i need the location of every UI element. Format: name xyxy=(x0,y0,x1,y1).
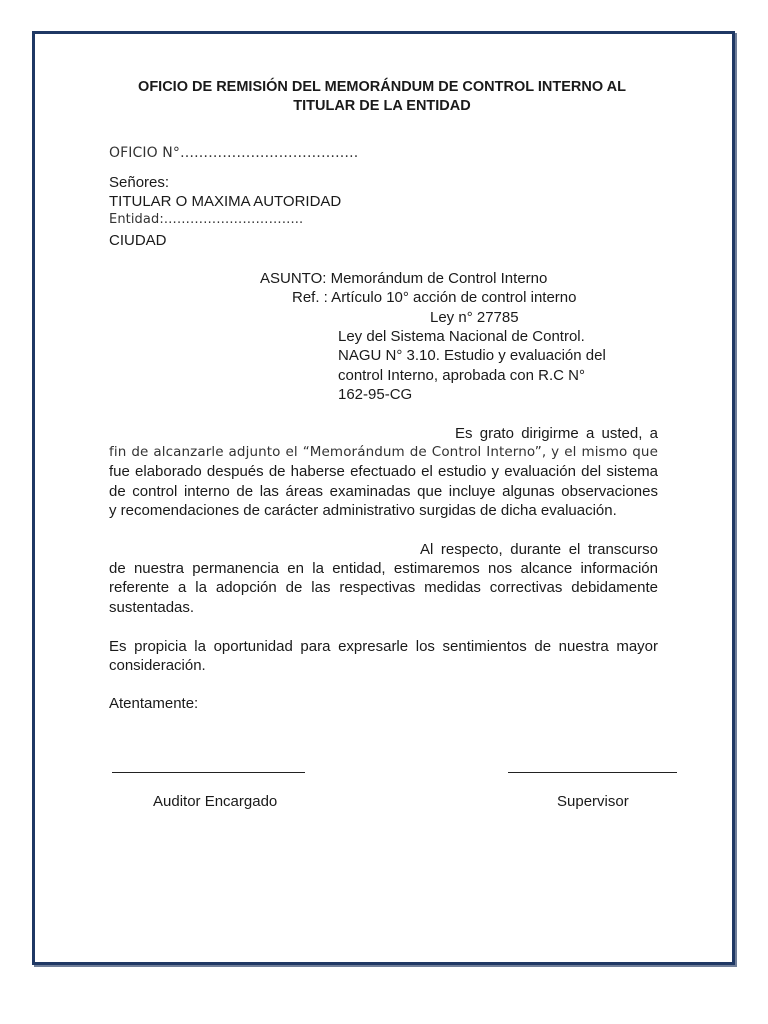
signature-line-left xyxy=(112,772,305,773)
subject-ref-line: 162-95-CG xyxy=(338,386,413,403)
paragraph-3 xyxy=(109,637,658,676)
salutation: Señores: xyxy=(109,174,170,191)
subject-ref-line: control Interno, aprobada con R.C N° xyxy=(338,367,585,384)
paragraph-line: referente a la adopción de las respectivas medidas correctivas debidamente xyxy=(109,579,658,597)
signature-label-supervisor: Supervisor xyxy=(557,793,629,810)
subject-ley: Ley n° 27785 xyxy=(430,309,519,326)
signature-line-right xyxy=(508,772,677,773)
oficio-number: OFICIO N°……………………………….. xyxy=(109,145,359,161)
signature-label-auditor: Auditor Encargado xyxy=(153,793,278,810)
subject-ref-line: NAGU N° 3.10. Estudio y evaluación del xyxy=(338,347,606,364)
paragraph-line: Es propicia la oportunidad para expresarle los sentimientos de nuestra mayor xyxy=(109,638,658,655)
paragraph-line: y recomendaciones de carácter administrativo surgidas de dicha evaluación. xyxy=(109,502,617,520)
recipient-entity: Entidad:………………………….. xyxy=(109,212,304,227)
paragraph-line: fin de alcanzarle adjunto el “Memorándum de Control Interno”, y el mismo que xyxy=(109,444,658,460)
paragraph-1 xyxy=(109,443,658,521)
subject-asunto: ASUNTO: Memorándum de Control Interno xyxy=(260,270,548,287)
closing: Atentamente: xyxy=(109,695,199,712)
document-title-line-2: TITULAR DE LA ENTIDAD xyxy=(293,98,471,114)
recipient-name: TITULAR O MAXIMA AUTORIDAD xyxy=(109,193,342,210)
paragraph-2 xyxy=(109,559,658,617)
paragraph-line: de control interno de las áreas examinadas que incluye algunas observaciones xyxy=(109,482,658,500)
paragraph-line: fue elaborado después de haberse efectuado el estudio y evaluación del sistema xyxy=(109,463,658,481)
document-title-line-1: OFICIO DE REMISIÓN DEL MEMORÁNDUM DE CONTROL INTERNO AL xyxy=(138,79,626,95)
paragraph-line: sustentadas. xyxy=(109,598,195,616)
subject-ref: Ref. : Artículo 10° acción de control interno xyxy=(292,289,577,306)
recipient-city: CIUDAD xyxy=(109,232,167,249)
paragraph-line: consideración. xyxy=(109,657,206,675)
paragraph-1-first-line: Es grato dirigirme a usted, a xyxy=(455,425,658,442)
subject-ref-line: Ley del Sistema Nacional de Control. xyxy=(338,328,585,345)
paragraph-2-first-line: Al respecto, durante el transcurso xyxy=(420,541,658,558)
paragraph-line: de nuestra permanencia en la entidad, estimaremos nos alcance información xyxy=(109,560,658,577)
